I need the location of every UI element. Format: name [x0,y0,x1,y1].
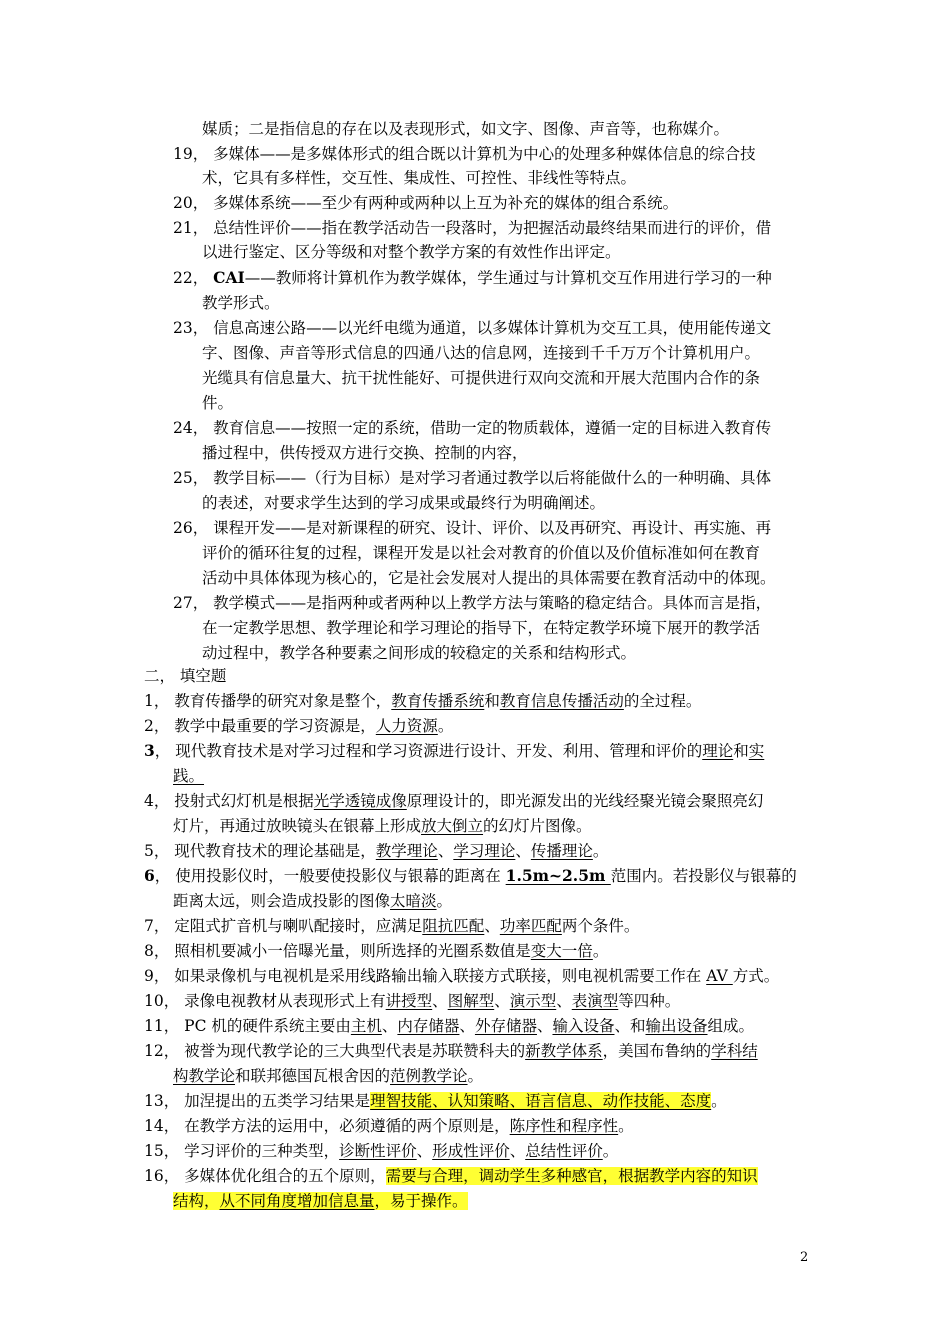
text-line [202,566,776,590]
text-segment: 原理设计的，即光源发出的光线经聚光镜会聚照亮幻 [406,792,764,810]
answer-blank: 功率匹配 [499,917,562,935]
answer-blank: 范例教学论 [390,1067,468,1085]
text-segment: 术，它具有多样性，交互性、集成性、可控性、非线性等特点。 [202,169,637,187]
text-line [144,864,797,888]
text-line [144,989,680,1013]
text-segment: 。 [437,717,454,735]
text-line [144,689,701,713]
answer-blank: 变大一倍 [530,942,593,960]
text-line [173,266,772,290]
text-line [202,541,760,565]
text-segment: 。 [436,892,453,910]
text-segment: 播过程中，供传授双方进行交换、控制的内容， [202,444,528,462]
text-segment: 22， [173,269,214,287]
text-segment: 结构， [173,1192,220,1210]
text-segment: 10， 录像电视教材从表现形式上有 [144,992,386,1010]
text-line [202,616,760,640]
text-segment: 25， 教学目标——（行为目标）是对学习者通过教学以后将能做什么的一种明确、具体 [173,469,772,487]
answer-blank: 内存储器 [397,1017,460,1035]
text-segment: 范围内。若投影仪与银幕的 [610,867,797,885]
text-segment: 19， 多媒体——是多媒体形式的组合既以计算机为中心的处理多种媒体信息的综合技 [173,145,756,163]
text-line [173,416,771,440]
answer-blank: 构教学论 [173,1067,236,1085]
text-line [173,1189,468,1213]
text-line [202,441,528,465]
text-segment: 20， 多媒体系统——至少有两种或两种以上互为补充的媒体的组合系统。 [173,194,679,212]
page-number: 2 [800,1250,809,1265]
answer-blank: 演示型 [509,992,557,1010]
text-line [202,366,760,390]
text-line [173,1064,483,1088]
answer-blank: 践。 [173,767,205,785]
text-line [173,316,771,340]
text-segment: 14， 在教学方法的运用中，必须遵循的两个原则是， [144,1117,510,1135]
answer-blank: 阻抗匹配 [422,917,485,935]
text-line [173,591,771,615]
text-segment: 组成。 [707,1017,755,1035]
text-line [144,1139,618,1163]
answer-blank: 光学透镜成像 [313,792,407,810]
text-segment: 等四种。 [618,992,681,1010]
answer-blank: 实 [748,742,765,760]
text-line [202,341,760,365]
text-line [173,889,452,913]
text-segment: 1， 教育传播學的研究对象是整个， [144,692,392,710]
answer-blank: 教育传播系统 [391,692,485,710]
text-segment: 需要与合理，调动学生多种感官，根据教学内容的知识 [385,1167,758,1185]
text-segment: 二， 填空题 [144,667,227,685]
text-segment: 、 [459,1017,475,1035]
answer-blank: 学科结 [711,1042,758,1060]
answer-blank: 讲授型 [385,992,433,1010]
text-line [144,1089,727,1113]
answer-blank: 输入设备 [552,1017,615,1035]
text-line [202,641,636,665]
text-line [144,714,453,738]
text-segment: 媒质；二是指信息的存在以及表现形式，如文字、图像、声音等，也称媒介。 [202,120,730,138]
answer-blank: 陈序性和程序性 [509,1117,619,1135]
answer-blank: 学习理论 [453,842,516,860]
text-segment: 、 [437,842,454,860]
text-segment: 11， PC 机的硬件系统主要由 [144,1017,351,1035]
text-segment: 。 [467,1067,484,1085]
text-segment: 15， 学习评价的三种类型， [144,1142,340,1160]
text-line [144,789,763,813]
text-segment: ，美国布鲁纳的 [602,1042,712,1060]
text-segment: 27， 教学模式——是指两种或者两种以上教学方法与策略的稳定结合。具体而言是指， [173,594,772,612]
text-segment: ——教师将计算机作为教学媒体，学生通过与计算机交互作用进行学习的一种 [244,269,772,287]
text-line [144,664,226,688]
text-line [173,142,756,166]
text-segment: 6 [144,866,155,885]
text-line [144,1164,758,1188]
text-segment: 5， 现代教育技术的理论基础是， [144,842,376,860]
text-segment: 2， 教学中最重要的学习资源是， [144,717,376,735]
answer-blank: 传播理论 [530,842,593,860]
text-segment: 4， 投射式幻灯机是根据 [144,792,314,810]
text-segment: 和 [733,742,749,760]
text-segment: 23， 信息高速公路——以光纤电缆为通道，以多媒体计算机为交互工具，使用能传递文 [173,319,772,337]
text-line [202,491,605,515]
text-segment: 评价的循环往复的过程，课程开发是以社会对教育的价值以及价值标准如何在教育 [202,544,761,562]
answer-blank: 理论 [702,742,734,760]
answer-blank: 表演型 [571,992,619,1010]
text-segment: 16， 多媒体优化组合的五个原则， [144,1167,386,1185]
text-segment: 和 [484,692,500,710]
text-segment: 24， 教育信息——按照一定的系统，借助一定的物质载体，遵循一定的目标进入教育传 [173,419,772,437]
text-line [144,939,608,963]
text-segment: 活动中具体体现为核心的，它是社会发展对人提出的具体需要在教育活动中的体现。 [202,569,776,587]
text-line [144,739,764,763]
answer-blank: 放大倒立 [421,817,484,835]
text-line [173,814,592,838]
text-segment: 教学形式。 [202,294,280,312]
text-line [202,240,621,264]
text-segment: 8， 照相机要减小一倍曝光量，则所选择的光圈系数值是 [144,942,531,960]
answer-blank: 图解型 [447,992,495,1010]
text-segment: 灯片，再通过放映镜头在银幕上形成 [173,817,422,835]
answer-blank: 总结性评价 [525,1142,603,1160]
answer-blank: 教育信息传播活动 [499,692,624,710]
answer-blank: 从不同角度增加信息量 [219,1192,375,1210]
text-line [173,216,771,240]
text-segment: 。 [592,842,609,860]
text-segment: 两个条件。 [561,917,640,935]
text-line [202,117,729,141]
answer-blank: 诊断性评价 [339,1142,417,1160]
text-segment: 的表述，对要求学生达到的学习成果或最终行为明确阐述。 [202,494,606,512]
text-segment: ，易于操作。 [374,1192,468,1210]
text-line [202,391,233,415]
text-segment: 7， 定阻式扩音机与喇叭配接时，应满足 [144,917,423,935]
text-segment: 9， 如果录像机与电视机是采用线路输出输入联接方式联接，则电视机需要工作在 [144,967,707,985]
text-segment: 以进行鉴定、区分等级和对整个教学方案的有效性作出评定。 [202,243,621,261]
text-line [144,964,779,988]
text-segment: 。 [711,1092,727,1110]
text-segment: 方式。 [732,967,780,985]
text-segment: CAI [213,268,245,287]
text-line [173,764,204,788]
text-segment: 件。 [202,394,234,412]
text-segment: 、 [484,917,500,935]
text-segment: 字、图像、声音等形式信息的四通八达的信息网，连接到千千万万个计算机用户。 [202,344,761,362]
answer-blank: 外存储器 [474,1017,537,1035]
text-segment: 和联邦德国瓦根舍因的 [235,1067,391,1085]
answer-blank: 1.5m~2.5m [505,866,611,885]
answer-blank: 主机 [350,1017,382,1035]
text-segment: 3 [144,741,155,760]
text-segment: 光缆具有信息量大、抗干扰性能好、可提供进行双向交流和开展大范围内合作的条 [202,369,761,387]
text-segment: 、 [556,992,572,1010]
text-segment: 、和 [614,1017,646,1035]
text-segment: 在一定教学思想、教学理论和学习理论的指导下，在特定教学环境下展开的教学活 [202,619,761,637]
text-line [144,1114,634,1138]
text-line [173,516,771,540]
answer-blank: 形成性评价 [432,1142,510,1160]
text-segment: ， 现代教育技术是对学习过程和学习资源进行设计、开发、利用、管理和评价的 [154,742,703,760]
text-segment: 、 [416,1142,433,1160]
text-segment: 、 [515,842,531,860]
text-line [144,1039,758,1063]
text-segment: 动过程中，教学各种要素之间形成的较稳定的关系和结构形式。 [202,644,637,662]
text-segment: 21， 总结性评价——指在教学活动告一段落时，为把握活动最终结果而进行的评价，借 [173,219,772,237]
text-line [144,839,608,863]
answer-blank: 理智技能、认知策略、语言信息、动作技能、态度 [370,1092,712,1110]
answer-blank: 人力资源 [375,717,438,735]
text-segment: 。 [592,942,609,960]
text-segment: 26， 课程开发——是对新课程的研究、设计、评价、以及再研究、再设计、再实施、再 [173,519,772,537]
text-segment: 13， 加涅提出的五类学习结果是 [144,1092,371,1110]
text-segment: 、 [509,1142,526,1160]
answer-blank: AV [706,967,733,985]
text-segment: 的全过程。 [623,692,702,710]
text-segment: 。 [618,1117,634,1135]
text-segment: 、 [381,1017,398,1035]
text-line [144,1014,754,1038]
text-segment: 12， 被誉为现代教学论的三大典型代表是苏联赞科夫的 [144,1042,526,1060]
answer-blank: 输出设备 [645,1017,708,1035]
answer-blank: 教学理论 [375,842,438,860]
answer-blank: 太暗淡 [390,892,437,910]
text-line [173,191,678,215]
text-line [173,466,771,490]
answer-blank: 新教学体系 [525,1042,603,1060]
text-segment: 的幻灯片图像。 [483,817,592,835]
text-segment: 。 [602,1142,619,1160]
text-segment: 、 [432,992,448,1010]
text-segment: 距离太远，则会造成投影的图像 [173,892,391,910]
text-line [202,166,636,190]
text-segment: 、 [536,1017,553,1035]
text-segment: ， 使用投影仪时，一般要使投影仪与银幕的距离在 [154,867,506,885]
text-segment: 、 [494,992,510,1010]
text-line [144,914,639,938]
text-line [202,291,280,315]
